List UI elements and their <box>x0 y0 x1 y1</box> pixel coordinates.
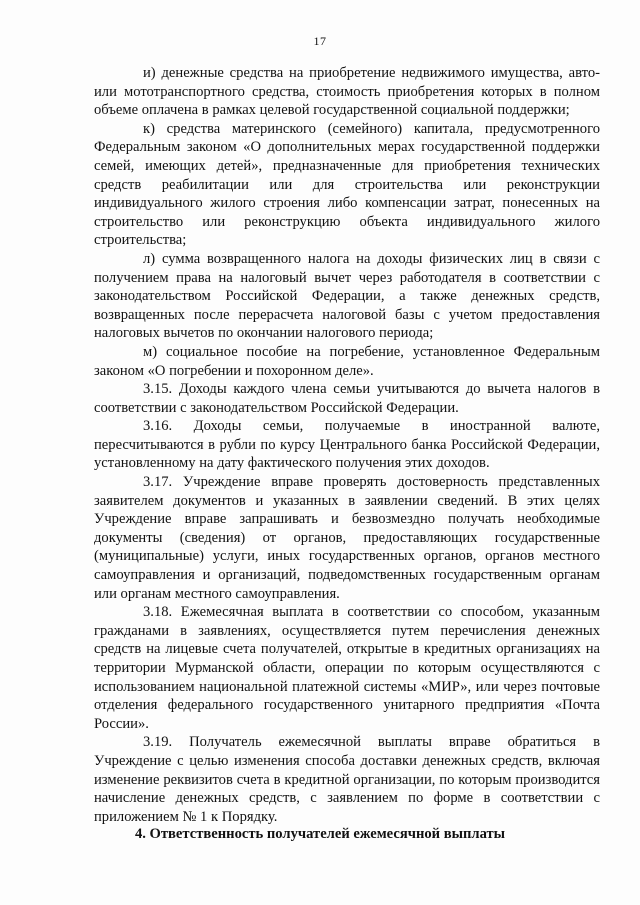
section-heading: 4. Ответственность получателей ежемесячной выплаты <box>134 826 506 842</box>
document-body <box>94 64 600 826</box>
paragraph-item-l: л) сумма возвращенного налога на доходы физических лиц в связи с получением права на налоговый вычет через работодателя в соответствии с законодательством Российской Федерации, а также денежных средств, возвращенных после перерасчета налоговой базы с учетом предоставления налоговых вычетов по окончании налогового периода; <box>94 250 600 342</box>
paragraph-item-i: и) денежные средства на приобретение недвижимого имущества, авто- или мототранспортного средства, стоимость приобретения которых в полном объеме оплачена в рамках целевой государственной социальной поддержки; <box>94 65 600 119</box>
paragraph-3-16: 3.16. Доходы семьи, получаемые в иностранной валюте, пересчитываются в рубли по курсу Центрального банка Российской Федерации, установленному на дату фактического получения этих доходов. <box>94 418 600 472</box>
paragraph-3-19: 3.19. Получатель ежемесячной выплаты вправе обратиться в Учреждение с целью изменения способа доставки денежных средств, включая изменение реквизитов счета в кредитной организации, по которым производится начисление денежных средств, с заявлением по форме в соответствии с приложением № 1 к Порядку. <box>94 734 600 825</box>
paragraph-item-k: к) средства материнского (семейного) капитала, предусмотренного Федеральным законом «О дополнительных мерах государственной поддержки семей, имеющих детей», предназначенные для приобретения технических средств реабилитации или для строительства или реконструкции индивидуального жилого строения либо компенсации затрат, понесенных на строительство или реконструкцию объекта индивидуального жилого строительства; <box>94 120 600 249</box>
page-number: 17 <box>313 34 327 48</box>
paragraph-3-15: 3.15. Доходы каждого члена семьи учитываются до вычета налогов в соответствии с законодательством Российской Федерации. <box>94 381 600 416</box>
paragraph-3-17: 3.17. Учреждение вправе проверять достоверность представленных заявителем документов и указанных в заявлении сведений. В этих целях Учреждение вправе запрашивать и безвозмездно получать необходимые документы (сведения) от органов, предоставляющих государственные (муниципальные) услуги, иных государственных органов, органов местного самоуправления и организаций, подведомственных государственным органам или органам местного самоуправления. <box>94 474 600 602</box>
paragraph-3-18: 3.18. Ежемесячная выплата в соответствии со способом, указанным гражданами в заявлениях, осуществляется путем перечисления денежных средств на лицевые счета получателей, открытые в кредитных организациях на территории Мурманской области, операции по которым осуществляются с использованием национальной платежной системы «МИР», или через почтовые отделения федерального государственного унитарного предприятия «Почта России». <box>94 604 600 732</box>
paragraph-item-m: м) социальное пособие на погребение, установленное Федеральным законом «О погребении и похоронном деле». <box>94 343 600 379</box>
